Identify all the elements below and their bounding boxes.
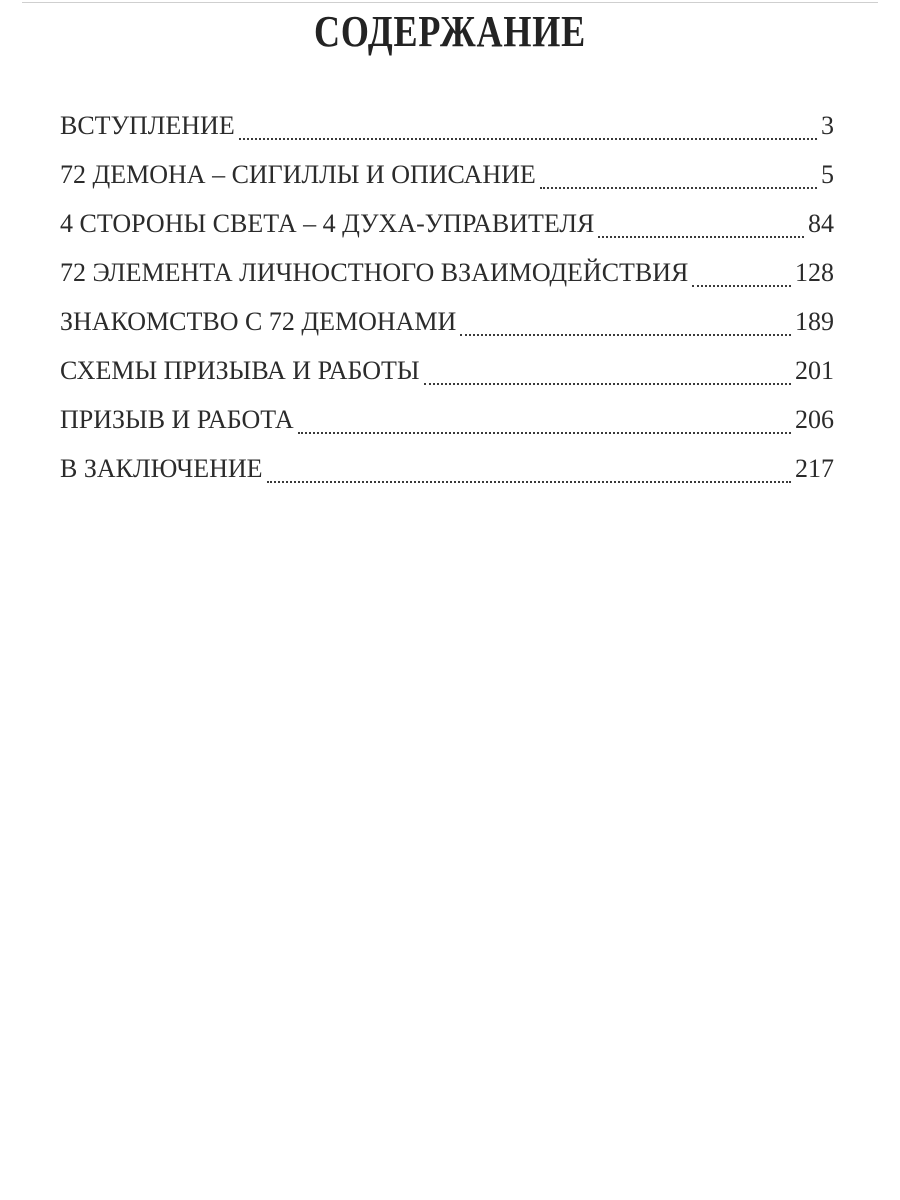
toc-entry-page: 5	[821, 160, 834, 189]
toc-entry-page: 217	[795, 454, 834, 483]
toc-entry-page: 3	[821, 111, 834, 140]
toc-entry[interactable]	[60, 206, 834, 255]
toc-entry-page: 84	[808, 209, 834, 238]
top-rule	[22, 2, 878, 3]
toc-dot-leader	[540, 187, 817, 189]
toc-dot-leader	[460, 334, 791, 336]
toc-entry-title: 72 ЭЛЕМЕНТА ЛИЧНОСТНОГО ВЗАИМОДЕЙСТВИЯ	[60, 258, 689, 287]
toc-dot-leader	[298, 432, 791, 434]
toc-entry[interactable]	[60, 353, 834, 402]
toc-entry[interactable]	[60, 304, 834, 353]
table-of-contents	[60, 108, 834, 500]
toc-entry-title: СХЕМЫ ПРИЗЫВА И РАБОТЫ	[60, 356, 420, 385]
toc-dot-leader	[267, 481, 791, 483]
toc-entry[interactable]	[60, 402, 834, 451]
toc-dot-leader	[424, 383, 791, 385]
toc-entry[interactable]	[60, 108, 834, 157]
toc-entry-page: 206	[795, 405, 834, 434]
toc-entry-page: 189	[795, 307, 834, 336]
toc-entry-title: В ЗАКЛЮЧЕНИЕ	[60, 454, 263, 483]
toc-entry-page: 201	[795, 356, 834, 385]
toc-dot-leader	[239, 138, 817, 140]
toc-entry[interactable]	[60, 451, 834, 500]
toc-dot-leader	[692, 285, 791, 287]
page-title: СОДЕРЖАНИЕ	[313, 7, 587, 56]
toc-entry-title: ЗНАКОМСТВО С 72 ДЕМОНАМИ	[60, 307, 457, 336]
toc-entry[interactable]	[60, 255, 834, 304]
toc-dot-leader	[598, 236, 804, 238]
toc-entry[interactable]	[60, 157, 834, 206]
toc-entry-title: ПРИЗЫВ И РАБОТА	[60, 405, 294, 434]
toc-entry-title: ВСТУПЛЕНИЕ	[60, 111, 235, 140]
toc-entry-title: 72 ДЕМОНА – СИГИЛЛЫ И ОПИСАНИЕ	[60, 160, 536, 189]
toc-entry-title: 4 СТОРОНЫ СВЕТА – 4 ДУХА-УПРАВИТЕЛЯ	[60, 209, 595, 238]
toc-entry-page: 128	[795, 258, 834, 287]
